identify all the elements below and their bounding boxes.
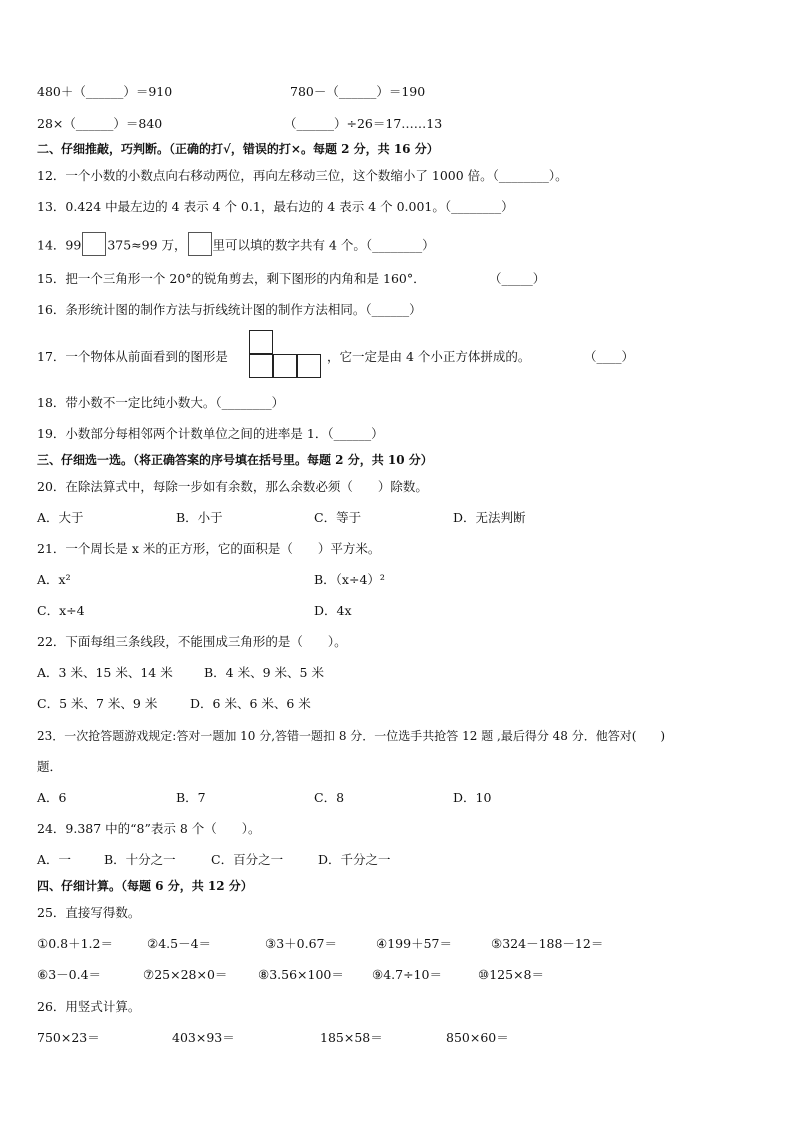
question-14-part-b: 375≈99 万，	[107, 237, 187, 253]
question-14-part-a: 14．99	[37, 237, 82, 253]
section-3-heading: 三、仔细选一选。（将正确答案的序号填在括号里。每题 2 分，共 10 分）	[37, 453, 433, 467]
q23-option-b: B．7	[176, 790, 206, 805]
question-26: 26．用竖式计算。	[37, 999, 141, 1014]
q21-option-d: D．4x	[314, 603, 352, 618]
calc-item-3: ③3＋0.67＝	[265, 936, 337, 951]
question-25: 25．直接写得数。	[37, 905, 141, 920]
calc-item-10: ⑩125×8＝	[478, 967, 544, 982]
q20-option-d: D．无法判断	[453, 510, 526, 525]
q22-option-c: C．5 米、7 米、9 米	[37, 696, 158, 711]
q22-option-b: B．4 米、9 米、5 米	[204, 665, 324, 680]
blank-box	[82, 232, 106, 256]
vertical-calc-2: 403×93＝	[172, 1030, 235, 1045]
q22-option-d: D．6 米、6 米、6 米	[190, 696, 311, 711]
equation-2: 780－（______）＝190	[290, 84, 426, 99]
q23-option-a: A．6	[37, 790, 67, 805]
q24-option-d: D．千分之一	[318, 852, 391, 867]
question-12: 12．一个小数的小数点向右移动两位，再向左移动三位，这个数缩小了 1000 倍。（________）。	[37, 168, 568, 183]
q21-option-b: B．（x÷4）²	[314, 572, 385, 587]
calc-item-1: ①0.8＋1.2＝	[37, 936, 113, 951]
question-23: 23．一次抢答题游戏规定:答对一题加 10 分,答错一题扣 8 分．一位选手共抢答 12 题 ,最后得分 48 分．他答对( )	[37, 729, 666, 743]
q23-option-d: D．10	[453, 790, 492, 805]
question-16: 16．条形统计图的制作方法与折线统计图的制作方法相同。（______）	[37, 302, 422, 317]
q21-option-a: A．x²	[37, 572, 71, 587]
vertical-calc-4: 850×60＝	[446, 1030, 509, 1045]
q23-option-c: C．8	[314, 790, 345, 805]
question-14	[37, 234, 435, 258]
q24-option-a: A．一	[37, 852, 72, 867]
question-23-continued: 题．	[37, 759, 63, 774]
question-24: 24．9.387 中的“8”表示 8 个（ ）。	[37, 821, 261, 836]
equation-3: 28×（______）＝840	[37, 116, 163, 131]
vertical-calc-3: 185×58＝	[320, 1030, 383, 1045]
calc-item-2: ②4.5－4＝	[147, 936, 212, 951]
q20-option-a: A．大于	[37, 510, 84, 525]
calc-item-7: ⑦25×28×0＝	[143, 967, 228, 982]
question-22: 22．下面每组三条线段，不能围成三角形的是（ ）。	[37, 634, 347, 649]
calc-item-6: ⑥3－0.4＝	[37, 967, 102, 982]
question-21: 21．一个周长是 x 米的正方形，它的面积是（ ）平方米。	[37, 541, 381, 556]
section-4-heading: 四、仔细计算。（每题 6 分，共 12 分）	[37, 879, 253, 893]
question-20: 20．在除法算式中，每除一步如有余数，那么余数必须（ ）除数。	[37, 479, 428, 494]
calc-item-4: ④199＋57＝	[376, 936, 452, 951]
front-view-figure	[249, 330, 325, 380]
question-13: 13．0.424 中最左边的 4 表示 4 个 0.1，最右边的 4 表示 4 个 0.001。（________）	[37, 199, 514, 214]
section-2-heading: 二、仔细推敲，巧判断。（正确的打√，错误的打×。每题 2 分，共 16 分）	[37, 142, 439, 156]
question-17-part-a: 17．一个物体从前面看到的图形是	[37, 349, 228, 364]
equation-1: 480＋（______）＝910	[37, 84, 173, 99]
calc-item-9: ⑨4.7÷10＝	[372, 967, 442, 982]
q21-option-c: C．x÷4	[37, 603, 85, 618]
question-17-part-b: ，它一定是由 4 个小正方体拼成的。	[327, 349, 531, 364]
question-14-part-c: 里可以填的数字共有 4 个。（________）	[212, 237, 435, 253]
question-18: 18．带小数不一定比纯小数大。（________）	[37, 395, 285, 410]
q24-option-b: B．十分之一	[104, 852, 176, 867]
question-15: 15．把一个三角形一个 20°的锐角剪去，剩下图形的内角和是 160°．	[37, 271, 426, 286]
q20-option-c: C．等于	[314, 510, 362, 525]
blank-box	[188, 232, 212, 256]
question-15-blank: （_____）	[489, 271, 546, 286]
question-17-blank: （____）	[584, 349, 635, 364]
question-19: 19．小数部分每相邻两个计数单位之间的进率是 1．（______）	[37, 426, 384, 441]
equation-4: （______）÷26＝17……13	[284, 116, 443, 131]
vertical-calc-1: 750×23＝	[37, 1030, 100, 1045]
q20-option-b: B．小于	[176, 510, 223, 525]
calc-item-8: ⑧3.56×100＝	[258, 967, 344, 982]
q22-option-a: A．3 米、15 米、14 米	[37, 665, 173, 680]
q24-option-c: C．百分之一	[211, 852, 284, 867]
calc-item-5: ⑤324－188－12＝	[491, 936, 604, 951]
